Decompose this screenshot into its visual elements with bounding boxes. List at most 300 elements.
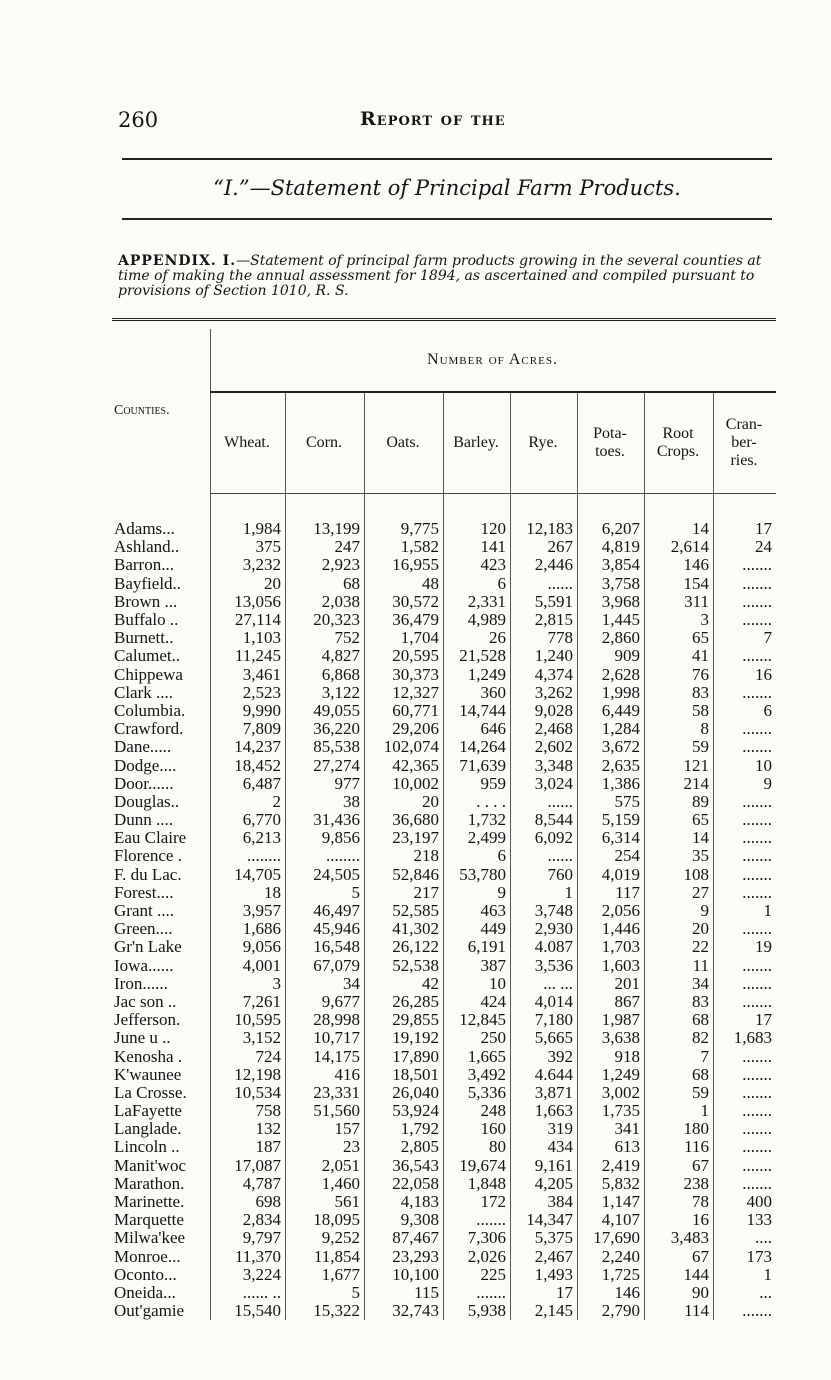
oats-acres: 9,775 — [365, 520, 444, 538]
rye-acres: 8,544 — [511, 811, 578, 829]
rye-acres: 2,602 — [511, 738, 578, 756]
county-name: Marathon. — [112, 1175, 211, 1193]
cranberries-acres: 9 — [763, 773, 772, 793]
wheat-acres: 11,245 — [211, 647, 286, 665]
table-top-rule — [112, 320, 776, 330]
oats-acres: 1,792 — [365, 1120, 444, 1138]
corn-acres: 27,274 — [286, 756, 365, 774]
root-crops-acres: 1 — [645, 1102, 714, 1120]
cranberries-acres: 133 — [746, 1210, 772, 1230]
county-name: Crawford. — [112, 720, 211, 738]
wheat-acres: 4,001 — [211, 957, 286, 975]
corn-acres: 23 — [286, 1138, 365, 1156]
table-row — [112, 1102, 776, 1120]
barley-acres: 959 — [444, 775, 511, 793]
county-name: Clark .... — [112, 684, 211, 702]
cranberries-acres: ....... — [742, 1064, 772, 1084]
root-crops-acres: 3,483 — [645, 1229, 714, 1247]
table-row — [112, 738, 776, 756]
barley-acres: 53,780 — [444, 866, 511, 884]
cranberries-acres: ....... — [742, 973, 772, 993]
county-name: Forest.... — [112, 884, 211, 902]
barley-acres: 6 — [444, 847, 511, 865]
potatoes-acres: 2,056 — [578, 902, 645, 920]
county-name: Calumet.. — [112, 647, 211, 665]
root-crops-acres: 35 — [645, 847, 714, 865]
column-header-rye: Rye. — [511, 392, 578, 494]
potatoes-acres: 146 — [578, 1284, 645, 1302]
potatoes-acres: 575 — [578, 793, 645, 811]
county-name: Marquette — [112, 1211, 211, 1229]
cranberries-acres: ....... — [742, 555, 772, 575]
root-crops-acres: 58 — [645, 702, 714, 720]
county-name: Jac son .. — [112, 993, 211, 1011]
wheat-acres: 2 — [211, 793, 286, 811]
table-row — [112, 811, 776, 829]
corn-acres: 20,323 — [286, 611, 365, 629]
potatoes-acres: 2,860 — [578, 629, 645, 647]
rye-acres: 1,240 — [511, 647, 578, 665]
cranberries-acres: ....... — [742, 955, 772, 975]
table-row — [112, 1211, 776, 1229]
county-name: Buffalo .. — [112, 611, 211, 629]
potatoes-acres: 4,107 — [578, 1211, 645, 1229]
potatoes-acres: 117 — [578, 884, 645, 902]
oats-acres: 9,308 — [365, 1211, 444, 1229]
root-crops-acres: 108 — [645, 866, 714, 884]
cranberries-acres: ....... — [742, 828, 772, 848]
cranberries-acres: 1 — [763, 901, 772, 921]
table-row — [112, 847, 776, 865]
rye-acres: 3,348 — [511, 756, 578, 774]
oats-acres: 2,805 — [365, 1138, 444, 1156]
running-head: Report of the — [360, 108, 506, 130]
cranberries-acres: ....... — [742, 1173, 772, 1193]
corn-acres: 1,460 — [286, 1175, 365, 1193]
potatoes-acres: 1,987 — [578, 1011, 645, 1029]
barley-acres: 12,845 — [444, 1011, 511, 1029]
barley-acres: 172 — [444, 1193, 511, 1211]
wheat-acres: 3,224 — [211, 1266, 286, 1284]
root-crops-acres: 8 — [645, 720, 714, 738]
root-crops-acres: 34 — [645, 975, 714, 993]
oats-acres: 41,302 — [365, 920, 444, 938]
county-name: Douglas.. — [112, 793, 211, 811]
wheat-acres: 132 — [211, 1120, 286, 1138]
wheat-acres: 27,114 — [211, 611, 286, 629]
barley-acres: 6 — [444, 575, 511, 593]
corn-acres: 18,095 — [286, 1211, 365, 1229]
table-row — [112, 702, 776, 720]
table-row — [112, 684, 776, 702]
barley-acres: 7,306 — [444, 1229, 511, 1247]
corn-acres: 2,038 — [286, 593, 365, 611]
oats-acres: 52,538 — [365, 957, 444, 975]
root-crops-acres: 7 — [645, 1047, 714, 1065]
table-row — [112, 538, 776, 556]
table-row — [112, 793, 776, 811]
wheat-acres: ...... .. — [211, 1284, 286, 1302]
potatoes-acres: 918 — [578, 1047, 645, 1065]
county-name: Jefferson. — [112, 1011, 211, 1029]
county-name: Langlade. — [112, 1120, 211, 1138]
rye-acres: 5,591 — [511, 593, 578, 611]
rye-acres: 5,375 — [511, 1229, 578, 1247]
root-crops-acres: 59 — [645, 738, 714, 756]
barley-acres: 463 — [444, 902, 511, 920]
potatoes-acres: 5,159 — [578, 811, 645, 829]
root-crops-acres: 68 — [645, 1011, 714, 1029]
table-row — [112, 1229, 776, 1247]
oats-acres: 115 — [365, 1284, 444, 1302]
cranberries-acres: ....... — [742, 882, 772, 902]
wheat-acres: 6,770 — [211, 811, 286, 829]
oats-acres: 29,855 — [365, 1011, 444, 1029]
corn-acres: 16,548 — [286, 938, 365, 956]
wheat-acres: 724 — [211, 1047, 286, 1065]
corn-acres: 13,199 — [286, 520, 365, 538]
barley-acres: 14,744 — [444, 702, 511, 720]
oats-acres: 1,582 — [365, 538, 444, 556]
barley-acres: 646 — [444, 720, 511, 738]
barley-acres: 1,249 — [444, 666, 511, 684]
potatoes-acres: 2,635 — [578, 756, 645, 774]
cranberries-acres: 16 — [755, 664, 772, 684]
corn-acres: 2,051 — [286, 1157, 365, 1175]
wheat-acres: 375 — [211, 538, 286, 556]
wheat-acres: 2,834 — [211, 1211, 286, 1229]
cranberries-acres: 6 — [763, 700, 772, 720]
wheat-acres: 4,787 — [211, 1175, 286, 1193]
barley-acres: 225 — [444, 1266, 511, 1284]
root-crops-acres: 67 — [645, 1248, 714, 1266]
corn-acres: 5 — [286, 1284, 365, 1302]
corn-acres: 23,331 — [286, 1084, 365, 1102]
corn-acres: 45,946 — [286, 920, 365, 938]
table-row — [112, 1066, 776, 1084]
barley-acres: . . . . — [444, 793, 511, 811]
barley-acres: 248 — [444, 1102, 511, 1120]
rye-acres: 4.087 — [511, 938, 578, 956]
rye-acres: 9,028 — [511, 702, 578, 720]
rye-acres: 1,663 — [511, 1102, 578, 1120]
corn-acres: 9,856 — [286, 829, 365, 847]
wheat-acres: 12,198 — [211, 1066, 286, 1084]
cranberries-acres: ....... — [742, 1082, 772, 1102]
farm-products-table — [112, 318, 776, 1320]
cranberries-acres: 10 — [755, 755, 772, 775]
root-crops-acres: 3 — [645, 611, 714, 629]
rye-acres: 1,493 — [511, 1266, 578, 1284]
corn-acres: 49,055 — [286, 702, 365, 720]
corn-acres: 46,497 — [286, 902, 365, 920]
county-name: Marinette. — [112, 1193, 211, 1211]
cranberries-acres: 400 — [746, 1192, 772, 1212]
oats-acres: 19,192 — [365, 1029, 444, 1047]
table-row — [112, 593, 776, 611]
table-row — [112, 884, 776, 902]
corn-acres: 31,436 — [286, 811, 365, 829]
county-name: Columbia. — [112, 702, 211, 720]
root-crops-acres: 83 — [645, 684, 714, 702]
root-crops-acres: 65 — [645, 811, 714, 829]
barley-acres: 19,674 — [444, 1157, 511, 1175]
potatoes-acres: 3,672 — [578, 738, 645, 756]
county-name: Oconto... — [112, 1266, 211, 1284]
cranberries-acres: ....... — [742, 591, 772, 611]
oats-acres: 16,955 — [365, 556, 444, 574]
county-name: Milwa'kee — [112, 1229, 211, 1247]
barley-acres: 2,499 — [444, 829, 511, 847]
wheat-acres: 1,984 — [211, 520, 286, 538]
table-row — [112, 1157, 776, 1175]
barley-acres: ....... — [444, 1284, 511, 1302]
wheat-acres: 3,461 — [211, 666, 286, 684]
root-crops-acres: 214 — [645, 775, 714, 793]
oats-acres: 36,543 — [365, 1157, 444, 1175]
column-header-root-crops: Root Crops. — [645, 392, 714, 494]
wheat-acres: 9,797 — [211, 1229, 286, 1247]
potatoes-acres: 2,628 — [578, 666, 645, 684]
cranberries-acres: ....... — [742, 810, 772, 830]
cranberries-acres: ....... — [742, 1155, 772, 1175]
corn-acres: 247 — [286, 538, 365, 556]
root-crops-acres: 144 — [645, 1266, 714, 1284]
county-name: Out'gamie — [112, 1302, 211, 1320]
root-crops-acres: 146 — [645, 556, 714, 574]
appendix-caption — [118, 254, 773, 299]
barley-acres: 1,732 — [444, 811, 511, 829]
oats-acres: 102,074 — [365, 738, 444, 756]
rye-acres: 6,092 — [511, 829, 578, 847]
root-crops-acres: 2,614 — [645, 538, 714, 556]
corn-acres: 561 — [286, 1193, 365, 1211]
barley-acres: 80 — [444, 1138, 511, 1156]
potatoes-acres: 17,690 — [578, 1229, 645, 1247]
title-rule — [122, 218, 772, 220]
wheat-acres: 18,452 — [211, 756, 286, 774]
potatoes-acres: 1,725 — [578, 1266, 645, 1284]
barley-acres: 14,264 — [444, 738, 511, 756]
table-row — [112, 775, 776, 793]
potatoes-acres: 1,603 — [578, 957, 645, 975]
table-row — [112, 902, 776, 920]
rye-acres: 7,180 — [511, 1011, 578, 1029]
county-name: Eau Claire — [112, 829, 211, 847]
oats-acres: 26,040 — [365, 1084, 444, 1102]
rye-acres: ...... — [511, 847, 578, 865]
table-row — [112, 938, 776, 956]
county-name: Dunn .... — [112, 811, 211, 829]
rye-acres: ... ... — [511, 975, 578, 993]
corn-acres: ........ — [286, 847, 365, 865]
root-crops-acres: 78 — [645, 1193, 714, 1211]
rye-acres: 3,871 — [511, 1084, 578, 1102]
rye-acres: 319 — [511, 1120, 578, 1138]
oats-acres: 48 — [365, 575, 444, 593]
cranberries-acres: ....... — [742, 864, 772, 884]
rye-acres: 1 — [511, 884, 578, 902]
root-crops-acres: 9 — [645, 902, 714, 920]
wheat-acres: 20 — [211, 575, 286, 593]
cranberries-acres: 24 — [755, 537, 772, 557]
county-name: Door...... — [112, 775, 211, 793]
root-crops-acres: 27 — [645, 884, 714, 902]
rye-acres: 17 — [511, 1284, 578, 1302]
rye-acres: 2,467 — [511, 1248, 578, 1266]
cranberries-acres: 7 — [763, 628, 772, 648]
corn-acres: 36,220 — [286, 720, 365, 738]
corn-acres: 85,538 — [286, 738, 365, 756]
corn-acres: 977 — [286, 775, 365, 793]
caption-lead: APPENDIX. I. — [118, 253, 237, 269]
county-name: K'waunee — [112, 1066, 211, 1084]
cranberries-acres: ....... — [742, 846, 772, 866]
root-crops-acres: 16 — [645, 1211, 714, 1229]
cranberries-acres: ....... — [742, 1137, 772, 1157]
county-name: Barron... — [112, 556, 211, 574]
barley-acres: 2,026 — [444, 1248, 511, 1266]
potatoes-acres: 1,147 — [578, 1193, 645, 1211]
county-name: June u .. — [112, 1029, 211, 1047]
barley-acres: 1,665 — [444, 1047, 511, 1065]
oats-acres: 52,585 — [365, 902, 444, 920]
county-name: Iron...... — [112, 975, 211, 993]
oats-acres: 29,206 — [365, 720, 444, 738]
barley-acres: 3,492 — [444, 1066, 511, 1084]
table-row — [112, 1248, 776, 1266]
county-name: LaFayette — [112, 1102, 211, 1120]
county-name: Grant .... — [112, 902, 211, 920]
county-name: Kenosha . — [112, 1047, 211, 1065]
oats-acres: 36,479 — [365, 611, 444, 629]
county-name: Gr'n Lake — [112, 938, 211, 956]
column-header-wheat: Wheat. — [211, 392, 286, 494]
table-body — [112, 520, 776, 1320]
oats-acres: 218 — [365, 847, 444, 865]
oats-acres: 10,100 — [365, 1266, 444, 1284]
barley-acres: 10 — [444, 975, 511, 993]
barley-acres: 1,848 — [444, 1175, 511, 1193]
county-name: Green.... — [112, 920, 211, 938]
table-row — [112, 720, 776, 738]
table-row — [112, 1284, 776, 1302]
root-crops-acres: 154 — [645, 575, 714, 593]
corn-acres: 416 — [286, 1066, 365, 1084]
barley-acres: ....... — [444, 1211, 511, 1229]
corn-acres: 68 — [286, 575, 365, 593]
table-row — [112, 520, 776, 538]
cranberries-acres: 17 — [755, 519, 772, 539]
oats-acres: 17,890 — [365, 1047, 444, 1065]
cranberries-acres: ....... — [742, 1301, 772, 1321]
county-name: Florence . — [112, 847, 211, 865]
wheat-acres: 11,370 — [211, 1248, 286, 1266]
corn-acres: 28,998 — [286, 1011, 365, 1029]
wheat-acres: 3,232 — [211, 556, 286, 574]
table-row — [112, 556, 776, 574]
cranberries-acres: ... — [759, 1282, 772, 1302]
county-name: Adams... — [112, 520, 211, 538]
potatoes-acres: 3,854 — [578, 556, 645, 574]
cranberries-acres: ....... — [742, 991, 772, 1011]
root-crops-acres: 311 — [645, 593, 714, 611]
rye-acres: 4,205 — [511, 1175, 578, 1193]
potatoes-acres: 5,832 — [578, 1175, 645, 1193]
farm-products-table-wrap — [112, 318, 776, 1320]
table-row — [112, 1193, 776, 1211]
barley-acres: 2,331 — [444, 593, 511, 611]
rye-acres: 12,183 — [511, 520, 578, 538]
potatoes-acres: 1,735 — [578, 1102, 645, 1120]
table-row — [112, 920, 776, 938]
table-row — [112, 1084, 776, 1102]
potatoes-acres: 3,638 — [578, 1029, 645, 1047]
county-name: Oneida... — [112, 1284, 211, 1302]
oats-acres: 42,365 — [365, 756, 444, 774]
oats-acres: 87,467 — [365, 1229, 444, 1247]
barley-acres: 4,989 — [444, 611, 511, 629]
wheat-acres: 1,103 — [211, 629, 286, 647]
county-name: Ashland.. — [112, 538, 211, 556]
root-crops-acres: 20 — [645, 920, 714, 938]
county-name: La Crosse. — [112, 1084, 211, 1102]
column-header-potatoes: Pota- toes. — [578, 392, 645, 494]
wheat-acres: 6,487 — [211, 775, 286, 793]
root-crops-acres: 67 — [645, 1157, 714, 1175]
barley-acres: 424 — [444, 993, 511, 1011]
page-title: “I.”—Statement of Principal Farm Products. — [213, 176, 681, 200]
oats-acres: 20 — [365, 793, 444, 811]
cranberries-acres: ....... — [742, 646, 772, 666]
cranberries-acres: 1,683 — [733, 1028, 772, 1048]
potatoes-acres: 3,002 — [578, 1084, 645, 1102]
corn-acres: 51,560 — [286, 1102, 365, 1120]
potatoes-acres: 2,240 — [578, 1248, 645, 1266]
oats-acres: 20,595 — [365, 647, 444, 665]
wheat-acres: 17,087 — [211, 1157, 286, 1175]
wheat-acres: 7,809 — [211, 720, 286, 738]
table-row — [112, 866, 776, 884]
barley-acres: 26 — [444, 629, 511, 647]
table-row — [112, 975, 776, 993]
wheat-acres: 14,705 — [211, 866, 286, 884]
table-row — [112, 666, 776, 684]
rye-acres: 2,446 — [511, 556, 578, 574]
root-crops-acres: 121 — [645, 756, 714, 774]
wheat-acres: 13,056 — [211, 593, 286, 611]
column-header-barley: Barley. — [444, 392, 511, 494]
cranberries-acres: ....... — [742, 737, 772, 757]
wheat-acres: 1,686 — [211, 920, 286, 938]
wheat-acres: 6,213 — [211, 829, 286, 847]
cranberries-acres: ....... — [742, 573, 772, 593]
barley-acres: 9 — [444, 884, 511, 902]
root-crops-acres: 114 — [645, 1302, 714, 1320]
cranberries-acres: 173 — [746, 1246, 772, 1266]
corn-acres: 4,827 — [286, 647, 365, 665]
corn-acres: 9,677 — [286, 993, 365, 1011]
barley-acres: 120 — [444, 520, 511, 538]
county-name: Iowa...... — [112, 957, 211, 975]
table-row — [112, 1120, 776, 1138]
wheat-acres: 10,595 — [211, 1011, 286, 1029]
oats-acres: 10,002 — [365, 775, 444, 793]
cranberries-acres: 1 — [763, 1264, 772, 1284]
barley-acres: 449 — [444, 920, 511, 938]
potatoes-acres: 1,386 — [578, 775, 645, 793]
table-row — [112, 993, 776, 1011]
